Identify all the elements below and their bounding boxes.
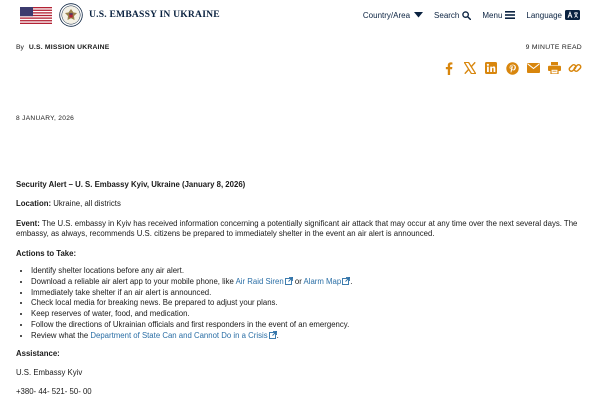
hamburger-icon <box>505 11 515 19</box>
caret-down-icon <box>414 12 423 18</box>
list-item: • Keep reserves of water, food, and medication. <box>31 309 582 320</box>
menu-button[interactable] <box>482 11 515 20</box>
menu-label: Menu <box>482 10 503 20</box>
state-department-crisis-link[interactable] <box>90 331 276 340</box>
list-item-text: . <box>350 276 353 286</box>
list-item-text: . <box>276 330 279 340</box>
language-button[interactable] <box>526 10 580 20</box>
list-item: • Check local media for breaking news. Be prepared to adjust your plans. <box>31 298 582 309</box>
read-time: 9 MINUTE READ <box>525 44 582 51</box>
linkedin-icon[interactable] <box>484 61 498 75</box>
pinterest-icon[interactable] <box>505 61 519 75</box>
location-paragraph <box>16 199 582 210</box>
search-icon <box>462 11 471 20</box>
list-item: • Identify shelter locations before any air alert. <box>31 266 582 277</box>
external-link-icon <box>285 277 293 285</box>
search-button[interactable] <box>434 11 471 20</box>
main-nav <box>363 10 580 20</box>
embassy-seal-icon[interactable] <box>59 3 83 27</box>
contact-phone: +380- 44- 521- 50- 00 <box>16 387 92 397</box>
event-label: Event: <box>16 218 40 228</box>
facebook-icon[interactable] <box>442 61 456 75</box>
search-label: Search <box>434 10 460 20</box>
country-area-dropdown[interactable] <box>363 11 423 20</box>
list-item-text: Review what the <box>31 330 91 340</box>
list-item: • Immediately take shelter if an air alert is announced. <box>31 288 582 299</box>
assistance-heading: Assistance: <box>16 348 60 358</box>
country-area-label: Country/Area <box>362 10 411 20</box>
external-link-icon <box>269 331 277 339</box>
x-icon[interactable] <box>463 61 477 75</box>
byline <box>16 44 110 51</box>
site-header <box>0 0 600 32</box>
alert-heading: Security Alert – U. S. Embassy Kyiv, Ukraine (January 8, 2026) <box>16 180 246 189</box>
air-raid-siren-link[interactable] <box>236 277 293 286</box>
list-item-text: or <box>292 276 304 286</box>
site-title[interactable]: U.S. EMBASSY IN UKRAINE <box>89 9 220 20</box>
link-icon[interactable] <box>568 61 582 75</box>
share-bar <box>435 61 582 75</box>
air-raid-siren-link-label: Air Raid Siren <box>235 276 284 286</box>
actions-list <box>31 266 582 342</box>
byline-prefix: By <box>16 44 24 51</box>
list-item: • Follow the directions of Ukrainian officials and first responders in the event of an emergency. <box>31 320 582 331</box>
byline-author[interactable]: U.S. MISSION UKRAINE <box>28 44 110 51</box>
us-flag-icon[interactable] <box>20 7 52 24</box>
article-body <box>16 180 582 402</box>
list-item <box>31 331 582 342</box>
list-item-text: Download a reliable air alert app to your mobile phone, like <box>31 276 236 286</box>
translate-icon <box>565 10 580 20</box>
alarm-map-link[interactable] <box>304 277 351 286</box>
alarm-map-link-label: Alarm Map <box>303 276 342 286</box>
publish-date: 8 JANUARY, 2026 <box>16 115 75 122</box>
location-label: Location: <box>16 199 52 209</box>
email-icon[interactable] <box>526 61 540 75</box>
state-department-crisis-link-label: Department of State Can and Cannot Do in a Crisis <box>90 330 268 340</box>
event-paragraph <box>16 219 582 241</box>
location-text: Ukraine, all districts <box>51 199 121 209</box>
language-label: Language <box>526 10 562 20</box>
list-item <box>31 277 582 288</box>
actions-heading: Actions to Take: <box>16 248 77 258</box>
contact-name: U.S. Embassy Kyiv <box>16 367 83 377</box>
event-text: The U.S. embassy in Kyiv has received information concerning a potentially significant air attack that may occur at any time over the next several days. The embassy, as always, recommends U.S. citizens be prepared to immediately shelter in the event an air alert is announced. <box>16 218 578 239</box>
print-icon[interactable] <box>547 61 561 75</box>
